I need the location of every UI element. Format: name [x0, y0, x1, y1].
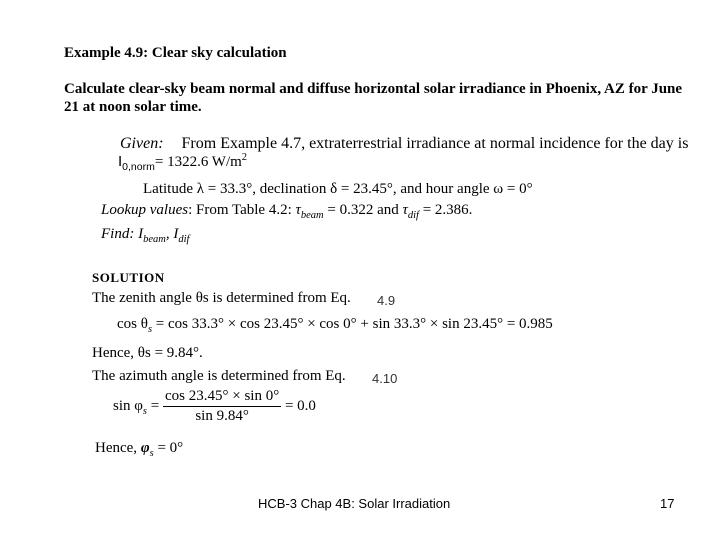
hence-phi: [95, 440, 183, 459]
tau-beam-value: = 0.322 and: [327, 202, 399, 218]
azimuth-denominator: sin 9.84°: [195, 408, 249, 424]
irradiance-value: = 1322.6 W/m: [154, 154, 242, 170]
irradiance-exponent: 2: [241, 152, 248, 163]
find-i-dif: I: [173, 226, 179, 242]
given-latitude: Latitude λ = 33.3°, declination δ = 23.45°, and hour angle ω = 0°: [143, 181, 533, 197]
lookup-label: Lookup values: [101, 202, 189, 218]
zenith-rhs: = cos 33.3° × cos 23.45° × cos 0° + sin 33.3° × sin 23.45° = 0.985: [155, 316, 553, 332]
irradiance-symbol: I: [118, 153, 123, 170]
azimuth-equation: $\sin \varphi_s$ = $\frac{\cos 23.45^\circ \times \sin 0^\circ}{\sin 9.84^\circ}$ = 0.0: [113, 388, 316, 424]
zenith-lhs: cos θ: [117, 316, 148, 332]
hence-phi-symbol: φ: [140, 440, 150, 456]
hence-theta: Hence, θs = 9.84°.: [92, 345, 203, 361]
hence-phi-subscript: s: [149, 448, 154, 459]
azimuth-result: = 0.0: [284, 398, 316, 414]
page-number: 17: [660, 496, 675, 511]
zenith-equation: [117, 316, 553, 335]
find-line: [101, 226, 189, 245]
hence-phi-value: = 0°: [157, 440, 184, 456]
irradiance-subscript: 0,norm: [122, 161, 155, 173]
find-i-beam: I: [138, 226, 144, 242]
given-line: [120, 135, 688, 153]
hence-phi-label: Hence,: [95, 440, 138, 456]
lookup-line: [101, 202, 472, 221]
find-comma: ,: [165, 226, 170, 242]
azimuth-fraction: [163, 388, 281, 425]
azimuth-lhs: sin φ: [113, 398, 143, 414]
azimuth-eq-ref: 4.10: [372, 371, 398, 386]
given-irradiance: [118, 152, 247, 173]
tau-dif-symbol: τ: [402, 202, 408, 218]
tau-beam-symbol: τ: [295, 202, 301, 218]
find-i-dif-subscript: dif: [178, 234, 190, 245]
find-label: Find:: [101, 226, 135, 242]
tau-beam-subscript: beam: [300, 210, 324, 221]
example-title: Example 4.9: Clear sky calculation: [64, 45, 287, 61]
azimuth-lhs-subscript: s: [142, 405, 148, 417]
find-i-beam-subscript: beam: [143, 234, 166, 245]
zenith-eq-ref: 4.9: [377, 293, 396, 308]
problem-line-1: Calculate clear-sky beam normal and diffuse horizontal solar irradiance in Phoenix, AZ for June: [64, 81, 683, 97]
tau-dif-value: = 2.386.: [422, 202, 473, 218]
lookup-text: : From Table 4.2:: [188, 202, 292, 218]
azimuth-text: The azimuth angle is determined from Eq.: [92, 368, 346, 384]
problem-line-2: 21 at noon solar time.: [64, 99, 202, 115]
solution-heading: SOLUTION: [92, 270, 165, 285]
tau-dif-subscript: dif: [407, 210, 419, 221]
zenith-lhs-subscript: s: [147, 324, 153, 335]
footer-caption: HCB-3 Chap 4B: Solar Irradiation: [258, 496, 451, 511]
azimuth-numerator: cos 23.45° × sin 0°: [163, 388, 281, 407]
given-text: From Example 4.7, extraterrestrial irradiance at normal incidence for the day is: [181, 135, 689, 152]
zenith-text: The zenith angle θs is determined from Eq.: [92, 290, 351, 306]
given-label: Given:: [120, 135, 164, 152]
